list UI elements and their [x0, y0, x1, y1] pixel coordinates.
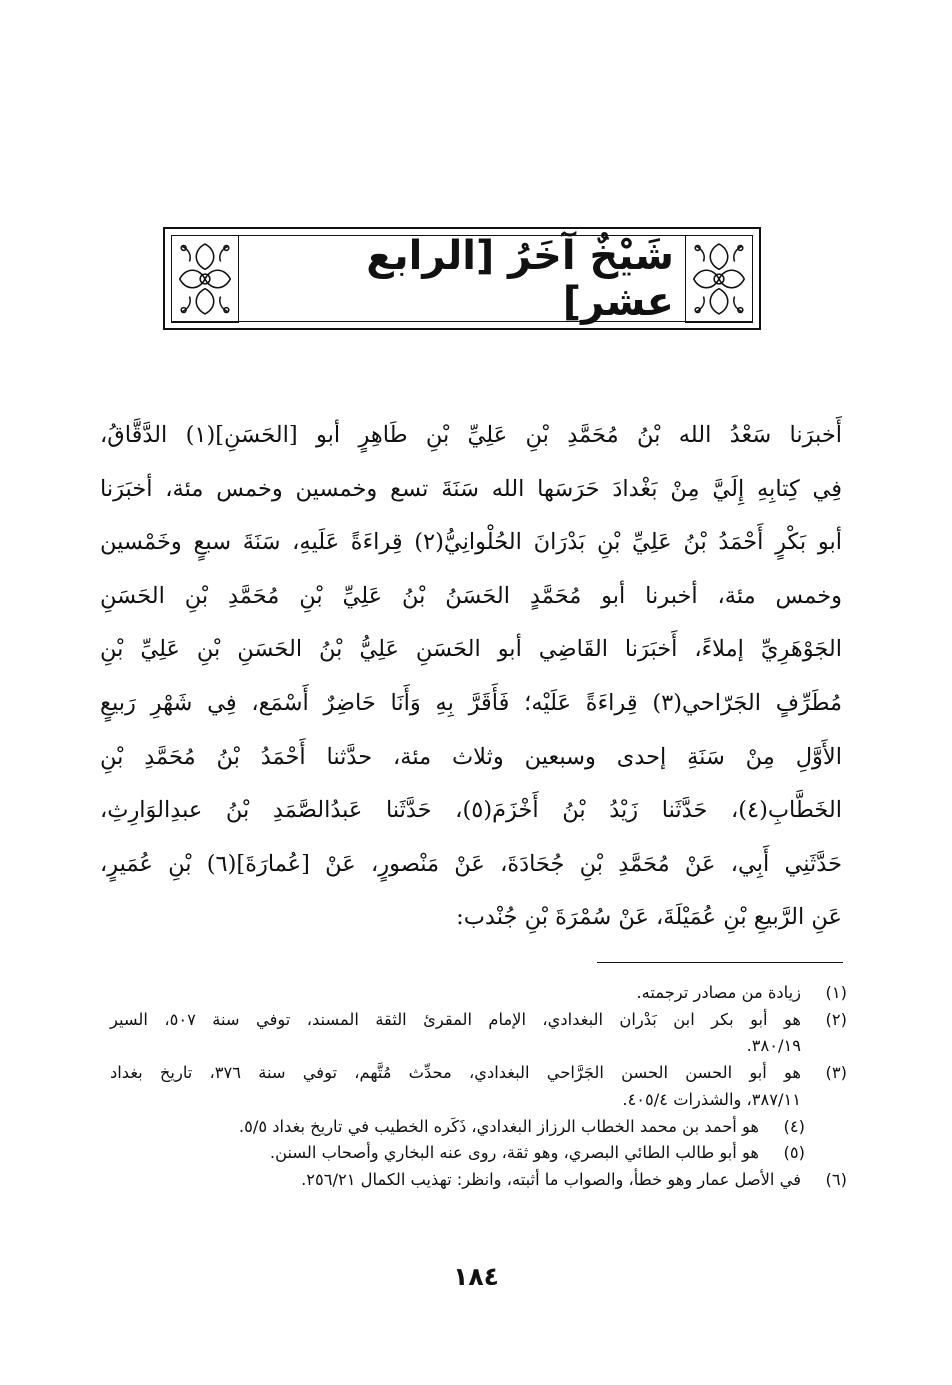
footnote-text: زيادة من مصادر ترجمته. [636, 983, 801, 1002]
footnote-6 [110, 1167, 847, 1194]
chapter-heading-frame [163, 227, 761, 330]
page-title: شَيْخٌ آخَرُ [الرابع عشر] [366, 233, 674, 325]
body-line: حَدَّثَنِي أَبِي، عَنْ مُحَمَّدِ بْنِ جُحَادَةَ، عَنْ مَنْصورٍ، عَنْ [عُمارَةَ](٦) بْنِ عُمَيرٍ، [100, 850, 842, 877]
body-line: الجَوْهَرِيِّ إملاءً، أَخبَرَنا القَاضِي أبو الحَسَنِ عَلِيُّ بْنُ الحَسَنِ بْنِ عَلِيِّ بْنِ [100, 636, 842, 663]
body-line: أبو بَكْرٍ أَحْمَدُ بْنُ عَلِيِّ بْنِ بَدْرَانَ الحُلْوانِيُّ(٢) قِراءَةً عَلَيهِ، سَنَةَ سبعٍ وخَمْسين [100, 529, 842, 556]
footnote-number: (٦) [825, 1169, 847, 1189]
body-line: وخمس مئة، أخبرنا أبو مُحَمَّدٍ الحَسَنُ بْنُ عَلِيِّ بْنِ مُحَمَّدِ بْنِ الحَسَنِ [100, 582, 842, 609]
footnote-2 [110, 1007, 847, 1060]
footnote-4 [110, 1114, 847, 1141]
body-line: مُطَرِّفٍ الجَرّاحي(٣) قِراءَةً عَلَيْه؛ فَأَقَرَّ بِهِ وَأَنَا حَاضِرٌ أَسْمَع، فِي شَهْرِ رَبيعٍ [100, 689, 843, 716]
body-line: فِي كِتابِهِ إِلَيَّ مِنْ بَغْدادَ حَرَسَها الله سَنَةَ تسع وخمسين وخمس مئة، أخبَرَنا [100, 475, 842, 502]
floral-ornament-icon [685, 235, 753, 323]
footnote-number: (٣) [825, 1063, 847, 1083]
body-line: الأَوَّلِ مِنْ سَنَةِ إحدى وسبعين وثلاث مئة، حدَّثنا أَحْمَدُ بْنُ مُحَمَّدِ بْنِ [100, 743, 842, 770]
footnote-text: هو أبو بكر ابن بَدْران البغدادي، الإمام المقرئ الثقة المسند، توفي سنة ٥٠٧، السير [110, 1009, 801, 1029]
body-line: الخَطَّابِ(٤)، حَدَّثَنا زَيْدُ بْنُ أَخْزَمَ(٥)، حَدَّثَنا عَبدُالصَّمَدِ بْنُ عبدِالوَارِثِ، [100, 797, 842, 824]
footnote-number: (٤) [783, 1116, 805, 1136]
footnote-number: (٥) [783, 1143, 805, 1163]
footnote-text: في الأصل عمار وهو خطأ، والصواب ما أثبته، وانظر: تهذيب الكمال ٢٥٦/٢١. [301, 1169, 801, 1189]
floral-ornament-left-svg [172, 236, 238, 322]
body-line: عَنِ الرَّبيعِ بْنِ عُمَيْلَةَ، عَنْ سُمْرَةَ بْنِ جُنْدب: [456, 904, 842, 931]
floral-ornament-icon [171, 235, 239, 323]
footnote-separator [597, 962, 843, 963]
footnote-text: ٣٨٧/١١، والشذرات ٤٠٥/٤. [622, 1089, 801, 1109]
footnote-text: هو أبو الحسن الحسن الجَرَّاحي البغدادي، محدِّث مُتَّهم، توفي سنة ٣٧٦، تاريخ بغداد [110, 1063, 801, 1083]
footnote-number: (٢) [825, 1009, 847, 1029]
body-line: أَخبرَنا سَعْدُ الله بْنُ مُحَمَّدِ بْنِ عَلِيِّ بْنِ طَاهِرٍ أبو [الحَسَنِ](١) الدَّقَّاقُ، [100, 422, 842, 448]
footnote-3 [110, 1060, 847, 1113]
floral-ornament-right-svg [686, 236, 752, 322]
footnote-1 [110, 980, 847, 1007]
footnote-text: ٣٨٠/١٩. [746, 1036, 801, 1056]
footnote-5 [110, 1140, 847, 1167]
hadith-isnad-text [100, 409, 842, 945]
footnotes [110, 980, 847, 1194]
footnote-number: (١) [825, 983, 847, 1002]
footnote-text: هو أحمد بن محمد الخطاب الرزاز البغدادي، ذَكَره الخطيب في تاريخ بغداد ٥/٥. [238, 1116, 759, 1136]
footnote-text: هو أبو طالب الطائي البصري، وهو ثقة، روى عنه البخاري وأصحاب السنن. [269, 1143, 759, 1163]
page-number: ١٨٤ [453, 1262, 499, 1291]
